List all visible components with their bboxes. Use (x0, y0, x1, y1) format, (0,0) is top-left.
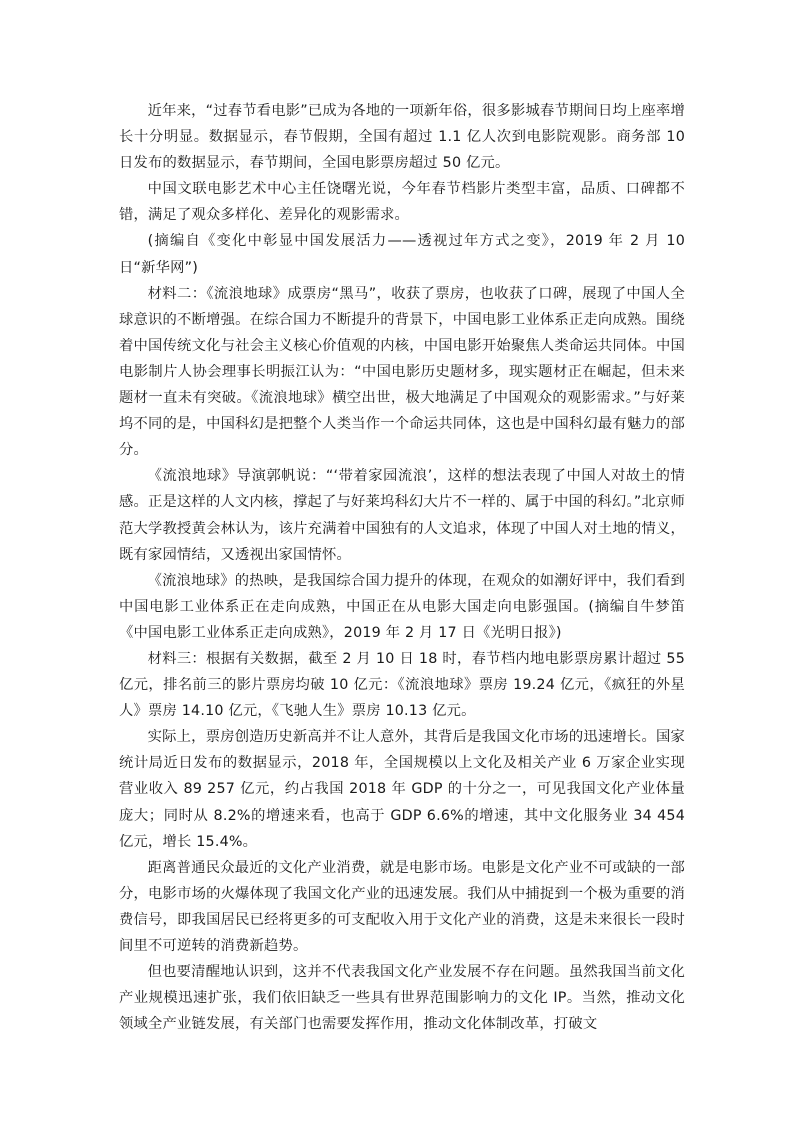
paragraph-5: 《流浪地球》导演郭帆说：“‘带着家园流浪’，这样的想法表现了中国人对故土的情感。正是这样的人文内核，撑起了与好莱坞科幻大片不一样的、属于中国的科幻。”北京师范大学教授黄会林认为，该片充满着中国独有的人文追求，体现了中国人对土地的情义，既有家园情结，又透视出家国情怀。 (119, 468, 685, 563)
material-two-paragraph: 材料二：《流浪地球》成票房“黑马”，收获了票房，也收获了口碑，展现了中国人全球意识的不断增强。在综合国力不断提升的背景下，中国电影工业体系正走向成熟。围绕着中国传统文化与社会主义核心价值观的内核，中国电影开始聚焦人类命运共同体。中国电影制片人协会理事长明振江认为：“中国电影历史题材多，现实题材正在崛起，但未来题材一直未有突破。《流浪地球》横空出世，极大地满足了中国观众的观影需求。”与好莱坞不同的是，中国科幻是把整个人类当作一个命运共同体，这也是中国科幻最有魅力的部分。 (119, 285, 685, 459)
paragraph-2: 中国文联电影艺术中心主任饶曙光说，今年春节档影片类型丰富，品质、口碑都不错，满足了观众多样化、差异化的观影需求。 (119, 181, 685, 224)
document-body (119, 98, 685, 1037)
source-citation-1: (摘编自《变化中彰显中国发展活力——透视过年方式之变》，2019 年 2 月 10 日“新华网”) (119, 233, 685, 276)
material-three-paragraph: 材料三：根据有关数据，截至 2 月 10 日 18 时，春节档内地电影票房累计超过 55 亿元，排名前三的影片票房均破 10 亿元：《流浪地球》票房 19.24 亿元，《疯狂的外星人》票房 14.10 亿元，《飞驰人生》票房 10.13 亿元。 (119, 650, 685, 720)
paragraph-9: 距离普通民众最近的文化产业消费，就是电影市场。电影是文化产业不可或缺的一部分，电影市场的火爆体现了我国文化产业的迅速发展。我们从中捕捉到一个极为重要的消费信号，即我国居民已经将更多的可支配收入用于文化产业的消费，这是未来很长一段时间里不可逆转的消费新趋势。 (119, 859, 685, 954)
paragraph-8: 实际上，票房创造历史新高并不让人意外，其背后是我国文化市场的迅速增长。国家统计局近日发布的数据显示，2018 年，全国规模以上文化及相关产业 6 万家企业实现营业收入 89 257 亿元，约占我国 2018 年 GDP 的十分之一，可见我国文化产业体量庞大；同时从 8.2%的增速来看，也高于 GDP 6.6%的增速，其中文化服务业 34 454 亿元，增长 15.4%。 (119, 729, 685, 850)
paragraph-1: 近年来，“过春节看电影”已成为各地的一项新年俗，很多影城春节期间日均上座率增长十分明显。数据显示，春节假期，全国有超过 1.1 亿人次到电影院观影。商务部 10 日发布的数据显示，春节期间，全国电影票房超过 50 亿元。 (119, 103, 685, 172)
paragraph-6: 《流浪地球》的热映，是我国综合国力提升的体现，在观众的如潮好评中，我们看到中国电影工业体系正在走向成熟，中国正在从电影大国走向电影强国。(摘编自牛梦笛《中国电影工业体系正走向成熟》，2019 年 2 月 17 日《光明日报》) (119, 572, 685, 641)
paragraph-10: 但也要清醒地认识到，这并不代表我国文化产业发展不存在问题。虽然我国当前文化产业规模迅速扩张，我们依旧缺乏一些具有世界范围影响力的文化 IP。当然，推动文化领域全产业链发展，有关部门也需要发挥作用，推动文化体制改革，打破文 (119, 964, 685, 1033)
